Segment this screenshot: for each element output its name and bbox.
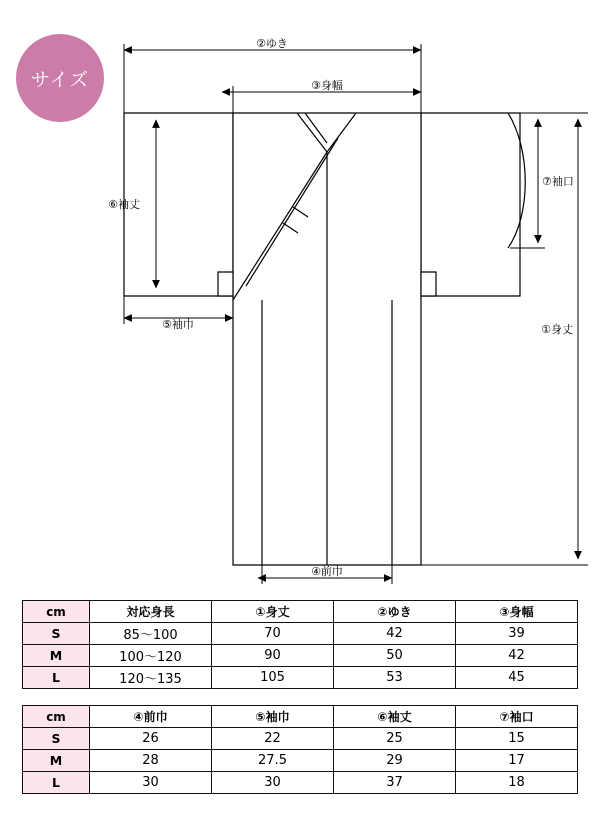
column-header-maehaba: ④前巾 xyxy=(90,706,212,728)
kimono-outline xyxy=(124,113,520,565)
cell-m-mihaba: 42 xyxy=(456,645,578,667)
label-yuki: ②ゆき xyxy=(256,37,288,50)
label-maehaba: ④前巾 xyxy=(311,565,343,578)
label-mitake: ①身丈 xyxy=(541,323,573,336)
cell-l-yuki: 53 xyxy=(334,667,456,689)
cell-s-sodeguchi: 15 xyxy=(456,728,578,750)
column-header-height: 対応身長 xyxy=(90,601,212,623)
cell-s-sodetake: 25 xyxy=(334,728,456,750)
label-sodehaba: ⑤袖巾 xyxy=(162,318,194,331)
cell-m-height: 100〜120 xyxy=(90,645,212,667)
cell-l-maehaba: 30 xyxy=(90,772,212,794)
row-size-l: L xyxy=(23,772,90,794)
row-size-m: M xyxy=(23,645,90,667)
label-sodeguchi: ⑦袖口 xyxy=(542,175,574,188)
cell-l-mitake: 105 xyxy=(212,667,334,689)
table-header-row xyxy=(23,601,578,623)
cell-m-mitake: 90 xyxy=(212,645,334,667)
dim-yuki xyxy=(124,44,421,113)
label-sodetake: ⑥袖丈 xyxy=(108,198,140,211)
row-size-s: S xyxy=(23,728,90,750)
cell-l-sodetake: 37 xyxy=(334,772,456,794)
column-header-sodeguchi: ⑦袖口 xyxy=(456,706,578,728)
column-header-sodetake: ⑥袖丈 xyxy=(334,706,456,728)
cell-s-mihaba: 39 xyxy=(456,623,578,645)
row-size-l: L xyxy=(23,667,90,689)
row-size-m: M xyxy=(23,750,90,772)
table-row xyxy=(23,645,578,667)
column-header-yuki: ②ゆき xyxy=(334,601,456,623)
table-row xyxy=(23,728,578,750)
cell-l-sodeguchi: 18 xyxy=(456,772,578,794)
cell-s-sodehaba: 22 xyxy=(212,728,334,750)
row-size-s: S xyxy=(23,623,90,645)
cell-m-sodeguchi: 17 xyxy=(456,750,578,772)
table-row xyxy=(23,772,578,794)
label-mihaba: ③身幅 xyxy=(311,79,343,92)
column-header-mitake: ①身丈 xyxy=(212,601,334,623)
cell-m-sodehaba: 27.5 xyxy=(212,750,334,772)
column-header-unit: cm xyxy=(23,601,90,623)
cell-s-yuki: 42 xyxy=(334,623,456,645)
column-header-unit: cm xyxy=(23,706,90,728)
cell-s-maehaba: 26 xyxy=(90,728,212,750)
cell-l-mihaba: 45 xyxy=(456,667,578,689)
table-row xyxy=(23,623,578,645)
cell-m-yuki: 50 xyxy=(334,645,456,667)
size-tables xyxy=(0,600,600,794)
cell-l-height: 120〜135 xyxy=(90,667,212,689)
cell-l-sodehaba: 30 xyxy=(212,772,334,794)
cell-s-height: 85〜100 xyxy=(90,623,212,645)
size-table-1 xyxy=(22,600,578,689)
table-row xyxy=(23,750,578,772)
column-header-sodehaba: ⑤袖巾 xyxy=(212,706,334,728)
table-header-row xyxy=(23,706,578,728)
cell-m-sodetake: 29 xyxy=(334,750,456,772)
size-badge-label: サイズ xyxy=(30,68,90,91)
cell-s-mitake: 70 xyxy=(212,623,334,645)
table-row xyxy=(23,667,578,689)
cell-m-maehaba: 28 xyxy=(90,750,212,772)
column-header-mihaba: ③身幅 xyxy=(456,601,578,623)
size-table-2 xyxy=(22,705,578,794)
